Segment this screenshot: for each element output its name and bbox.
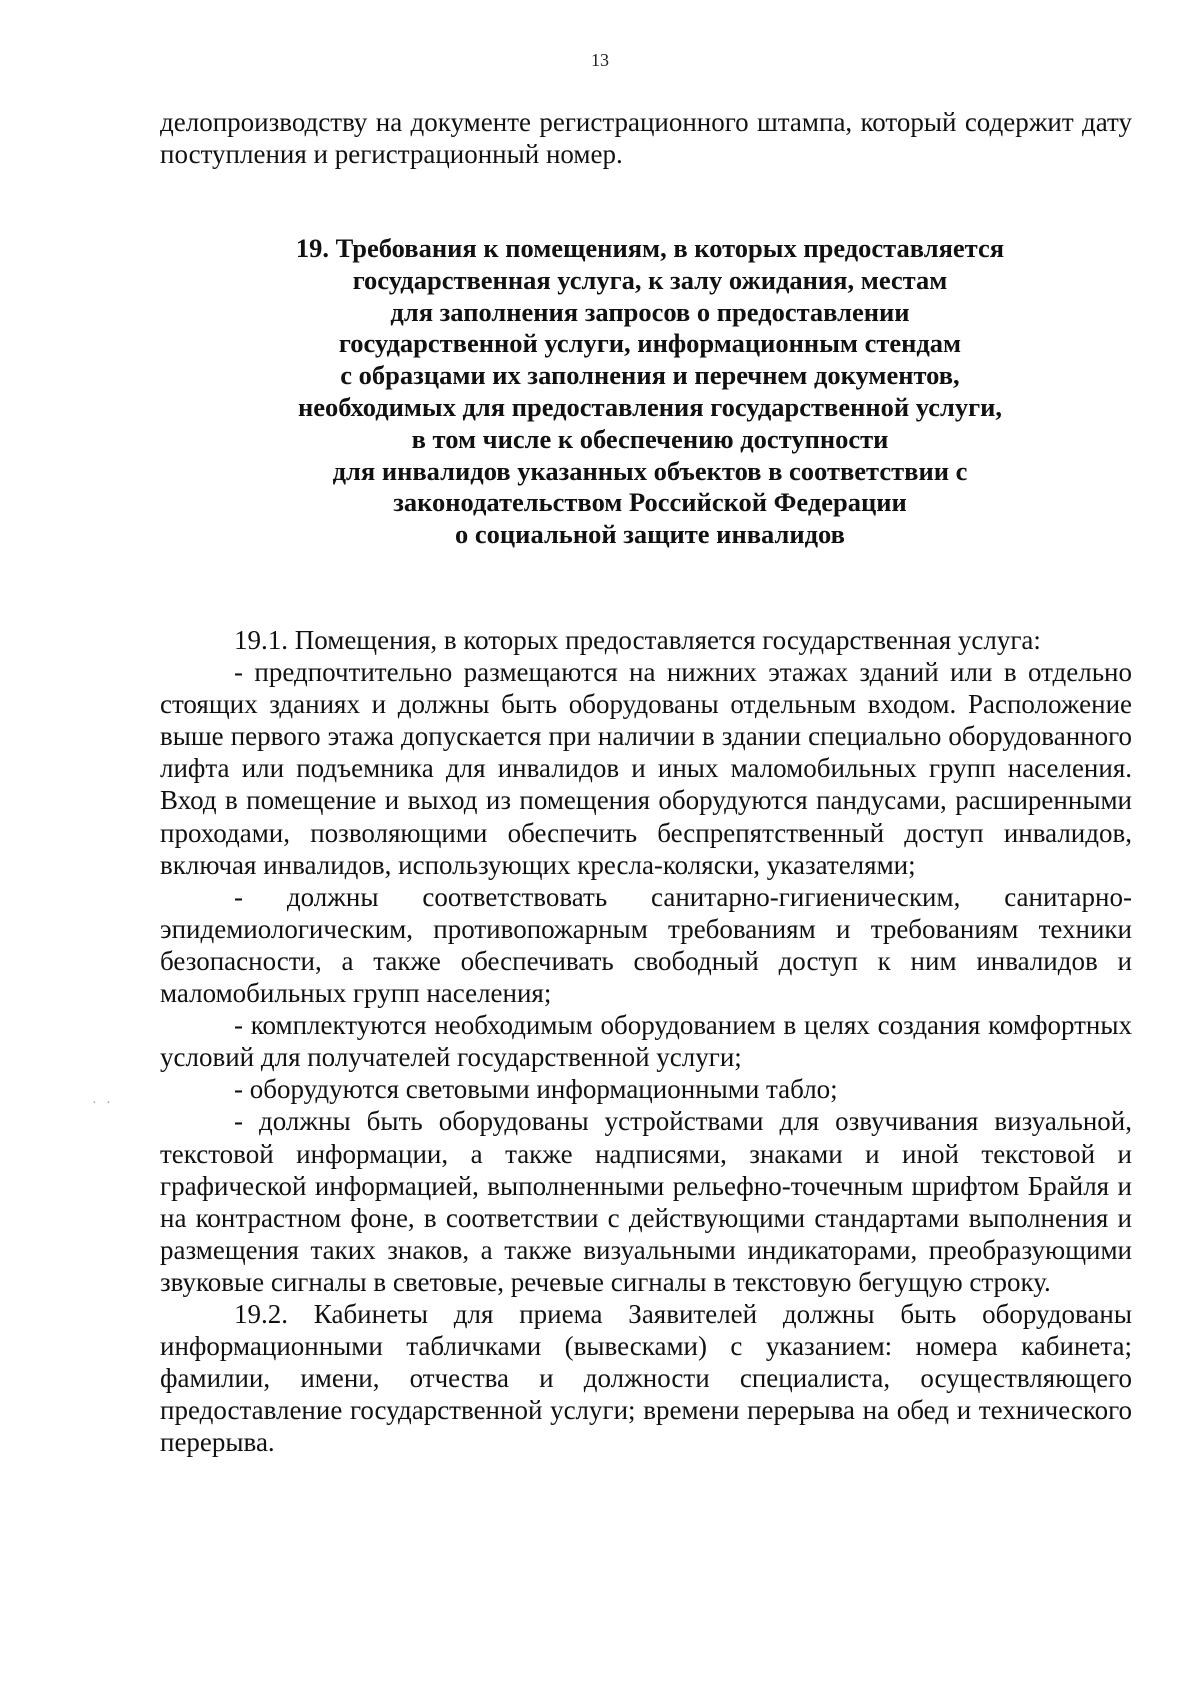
scan-margin-mark: · · (92, 1096, 114, 1111)
heading-line: законодательством Российской Федерации (393, 487, 907, 518)
heading-line: необходимых для предоставления государственной услуги, (297, 391, 1003, 422)
heading-line: о социальной защите инвалидов (455, 519, 845, 550)
list-item-audio-devices: - должны быть оборудованы устройствами для озвучивания визуальной, текстовой информации, а также надписями, знаками и иной текстовой и графической информацией, выполненными рельефно-точечным шрифтом Брайля и на контрастном фоне, в соответствии с действующими стандартами выполнения и размещения таких знаков, а также визуальными индикаторами, преобразующими звуковые сигналы в световые, речевые сигналы в текстовую бегущую строку. (160, 1106, 1132, 1297)
heading-line: 19. Требования к помещениям, в которых предоставляется (295, 233, 1005, 263)
heading-line: для заполнения запросов о предоставлении (390, 296, 910, 327)
paragraph-19-2: 19.2. Кабинеты для приема Заявителей должны быть оборудованы информационными табличками (вывесками) с указанием: номера кабинета; фамилии, имени, отчества и должности специалиста, осуществляющего предоставление государственной услуги; времени перерыва на обед и технического перерыва. (160, 1298, 1132, 1458)
list-item-location: - предпочтительно размещаются на нижних этажах зданий или в отдельно стоящих зданиях и должны быть оборудованы отдельным входом. Расположение выше первого этажа допускается при наличии в здании специально оборудованного лифта или подъемника для инвалидов и иных маломобильных групп населения. Вход в помещение и выход из помещения оборудуются пандусами, расширенными проходами, позволяющими обеспечить беспрепятственный доступ инвалидов, включая инвалидов, использующих кресла-коляски, указателями; (160, 657, 1132, 880)
heading-line: государственной услуги, информационным стендам (338, 328, 962, 359)
heading-line: в том числе к обеспечению доступности (411, 423, 889, 454)
heading-line: государственная услуга, к залу ожидания, местам (352, 264, 948, 295)
section-heading (250, 233, 1050, 551)
body-section (160, 624, 1132, 1458)
intro-paragraph: делопроизводству на документе регистрационного штампа, который содержит дату поступления и регистрационный номер. (160, 107, 1132, 170)
heading-line: для инвалидов указанных объектов в соответствии с (332, 455, 968, 486)
list-item-sanitary: - должны соответствовать санитарно-гигиеническим, санитарно-эпидемиологическим, противопожарным требованиям и требованиям техники безопасности, а также обеспечивать свободный доступ к ним инвалидов и маломобильных групп населения; (160, 881, 1132, 1009)
heading-line: с образцами их заполнения и перечнем документов, (340, 360, 960, 391)
list-item-light-boards: - оборудуются световыми информационными табло; (234, 1074, 838, 1105)
list-item-equipment: - комплектуются необходимым оборудованием в целях создания комфортных условий для получателей государственной услуги; (160, 1010, 1132, 1073)
paragraph-19-1: 19.1. Помещения, в которых предоставляется государственная услуга: (234, 625, 1041, 655)
page-number: 13 (591, 50, 609, 70)
